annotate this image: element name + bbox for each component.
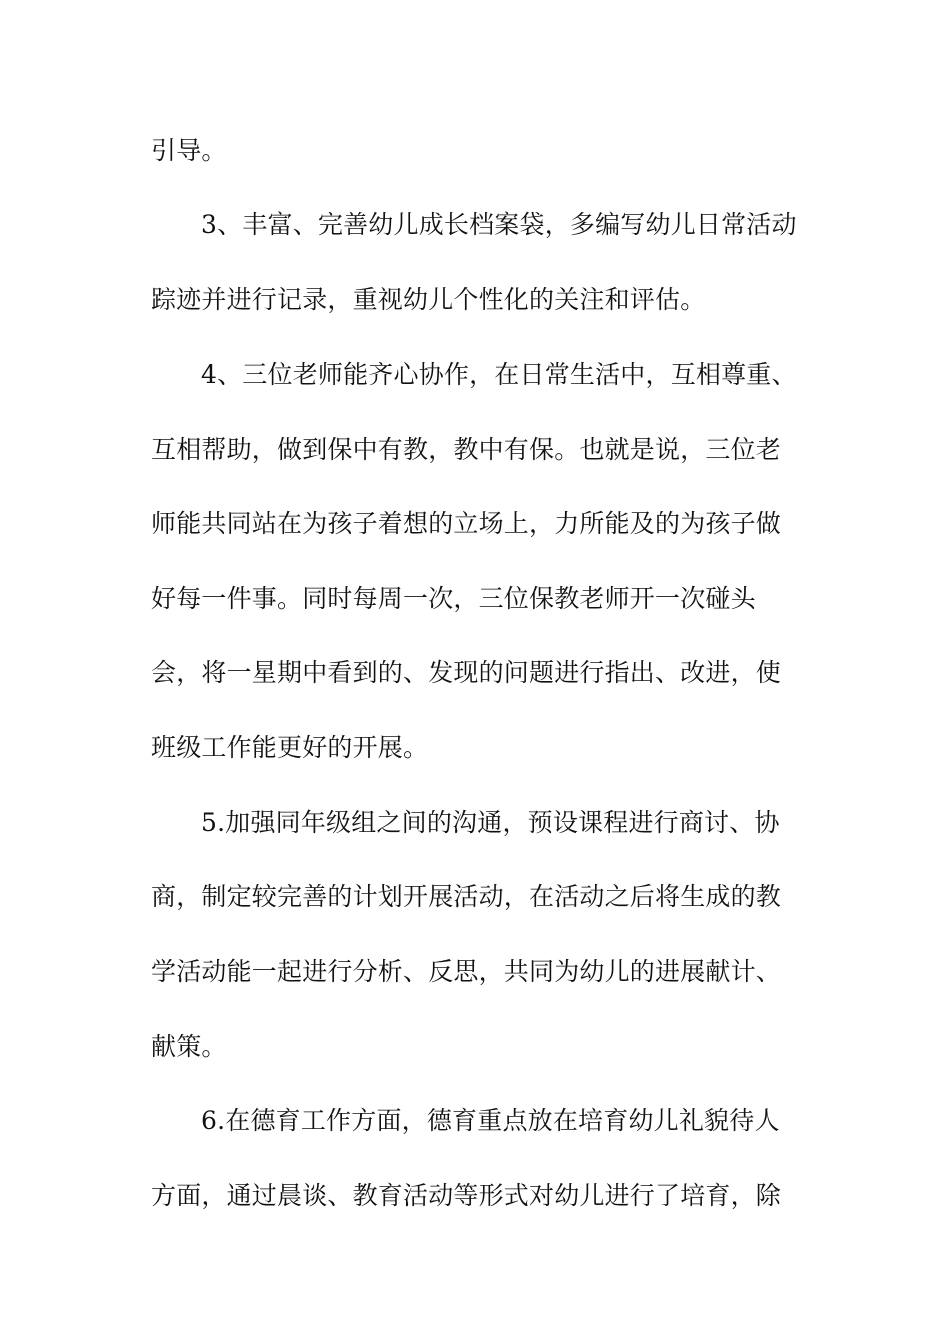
paragraph-3-start: 3、丰富、完善幼儿成长档案袋，多编写幼儿日常活动 xyxy=(201,210,797,239)
text-line: 商，制定较完善的计划开展活动，在活动之后将生成的教 xyxy=(151,882,782,911)
text-line: 好每一件事。同时每周一次，三位保教老师开一次碰头 xyxy=(151,584,756,613)
paragraph-4-start: 4、三位老师能齐心协作，在日常生活中，互相尊重、 xyxy=(201,360,797,389)
text-line: 献策。 xyxy=(151,1032,227,1061)
text-line: 会，将一星期中看到的、发现的问题进行指出、改进，使 xyxy=(151,658,782,687)
text-line: 引导。 xyxy=(151,136,227,165)
text-line: 师能共同站在为孩子着想的立场上，力所能及的为孩子做 xyxy=(151,509,782,538)
paragraph-6-start: 6.在德育工作方面，德育重点放在培育幼儿礼貌待人 xyxy=(201,1106,780,1135)
text-line: 班级工作能更好的开展。 xyxy=(151,733,429,762)
text-line: 互相帮助，做到保中有教，教中有保。也就是说，三位老 xyxy=(151,435,782,464)
text-line: 学活动能一起进行分析、反思，共同为幼儿的进展献计、 xyxy=(151,957,782,986)
text-line: 方面，通过晨谈、教育活动等形式对幼儿进行了培育，除 xyxy=(151,1181,782,1210)
paragraph-5-start: 5.加强同年级组之间的沟通，预设课程进行商讨、协 xyxy=(201,808,780,837)
text-line: 踪迹并进行记录，重视幼儿个性化的关注和评估。 xyxy=(151,285,706,314)
